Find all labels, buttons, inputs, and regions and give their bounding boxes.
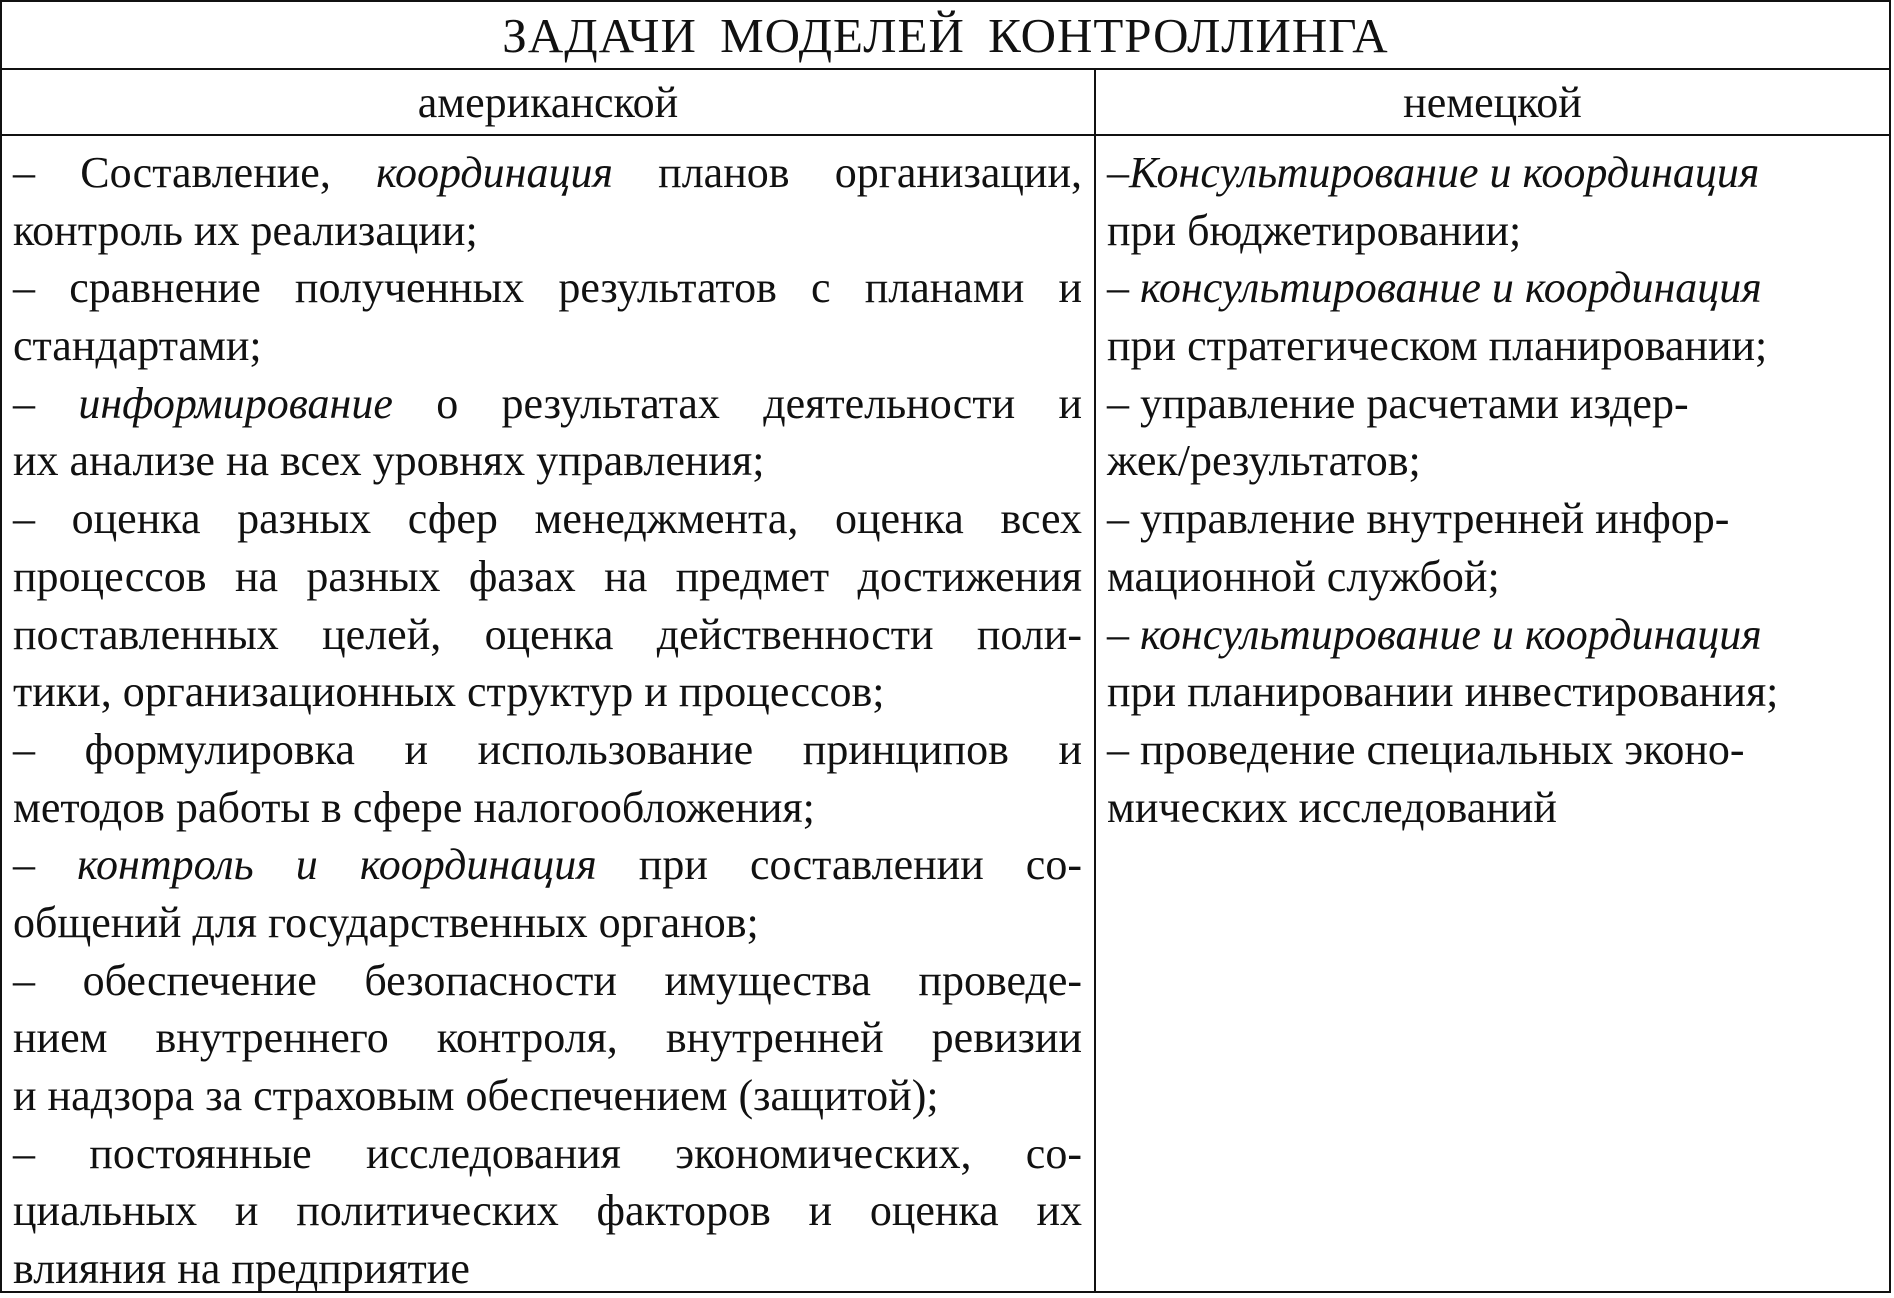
text-fragment: процессов на разных фазах на предмет достижения	[13, 551, 1082, 601]
italic-text-fragment: координация	[376, 148, 613, 197]
italic-text-fragment: консультирование и координация	[1140, 609, 1762, 659]
american-task-line	[13, 1182, 1082, 1240]
text-fragment: при бюджетировании;	[1107, 205, 1522, 255]
italic-text-fragment: контроль и координация	[77, 840, 597, 890]
text-fragment: влияния на предприятие	[13, 1244, 470, 1294]
text-fragment: стандартами;	[13, 321, 262, 371]
column-header-german: немецкой	[1403, 77, 1582, 127]
text-fragment: – обеспечение безопасности имущества проведе-	[13, 955, 1082, 1005]
german-task-line	[1107, 144, 1877, 202]
german-task-line	[1107, 721, 1877, 779]
text-fragment: мационной службой;	[1107, 551, 1500, 601]
text-fragment: –	[1107, 148, 1129, 197]
american-task-line	[13, 490, 1082, 548]
text-fragment: – оценка разных сфер менеджмента, оценка всех	[13, 494, 1082, 544]
american-task-line	[13, 202, 1082, 260]
american-task-line	[13, 779, 1082, 837]
text-fragment: о результатах деятельности и	[392, 378, 1082, 428]
text-fragment: общений для государственных органов;	[13, 897, 759, 947]
text-fragment: мических исследований	[1107, 782, 1557, 832]
german-task-line	[1107, 548, 1877, 606]
text-fragment: –	[1107, 263, 1140, 313]
italic-text-fragment: Консультирование и координация	[1129, 148, 1760, 197]
text-fragment: – постоянные исследования экономических, со-	[13, 1128, 1082, 1178]
text-fragment: при планировании инвестирования;	[1107, 667, 1779, 717]
text-fragment: – управление внутренней инфор-	[1107, 494, 1730, 544]
text-fragment: – сравнение полученных результатов с планами и	[13, 263, 1082, 313]
text-fragment: их анализе на всех уровнях управления;	[13, 436, 765, 486]
american-task-line	[13, 548, 1082, 606]
german-task-line	[1107, 490, 1877, 548]
german-task-line	[1107, 663, 1877, 721]
american-task-line	[13, 952, 1082, 1010]
table-body-row	[2, 136, 1889, 1294]
german-task-line	[1107, 202, 1877, 260]
text-fragment: контроль их реализации;	[13, 205, 478, 255]
text-fragment: жек/результатов;	[1107, 436, 1421, 486]
text-fragment: тики, организационных структур и процессов;	[13, 667, 885, 717]
german-task-line	[1107, 779, 1877, 837]
german-tasks-cell	[1096, 136, 1889, 1291]
text-fragment: при стратегическом планировании;	[1107, 321, 1768, 371]
american-task-line	[13, 144, 1082, 202]
american-tasks-cell	[2, 136, 1096, 1294]
american-task-line	[13, 1009, 1082, 1067]
american-task-line	[13, 259, 1082, 317]
text-fragment: – управление расчетами издер-	[1107, 378, 1689, 428]
text-fragment: нием внутреннего контроля, внутренней ревизии	[13, 1013, 1082, 1063]
text-fragment: –	[13, 378, 79, 428]
text-fragment: –	[13, 840, 78, 890]
german-task-line	[1107, 317, 1877, 375]
text-fragment: –	[1107, 609, 1140, 659]
american-task-line	[13, 606, 1082, 664]
text-fragment: – проведение специальных эконо-	[1107, 724, 1745, 774]
italic-text-fragment: консультирование и координация	[1140, 263, 1762, 313]
american-task-line	[13, 663, 1082, 721]
italic-text-fragment: информирование	[78, 378, 393, 428]
text-fragment: планов организации,	[612, 148, 1082, 197]
american-task-line	[13, 317, 1082, 375]
column-header-row	[2, 70, 1889, 136]
text-fragment: – Составление,	[13, 148, 377, 197]
german-task-line	[1107, 606, 1877, 664]
text-fragment: при составлении со-	[596, 840, 1082, 890]
text-fragment: методов работы в сфере налогообложения;	[13, 782, 815, 832]
american-task-line	[13, 432, 1082, 490]
german-task-line	[1107, 375, 1877, 433]
table-title: ЗАДАЧИ МОДЕЛЕЙ КОНТРОЛЛИНГА	[2, 2, 1889, 70]
american-task-line	[13, 1125, 1082, 1183]
text-fragment: – формулировка и использование принципов и	[13, 724, 1082, 774]
american-task-line	[13, 375, 1082, 433]
american-task-line	[13, 721, 1082, 779]
american-task-line	[13, 1067, 1082, 1125]
german-task-line	[1107, 432, 1877, 490]
german-task-line	[1107, 259, 1877, 317]
text-fragment: циальных и политических факторов и оценка их	[13, 1186, 1082, 1236]
american-task-line	[13, 836, 1082, 894]
column-header-american: американской	[2, 70, 1096, 134]
text-fragment: и надзора за страховым обеспечением (защитой);	[13, 1071, 939, 1120]
american-task-line	[13, 894, 1082, 952]
text-fragment: поставленных целей, оценка действенности поли-	[13, 609, 1082, 659]
american-task-line	[13, 1240, 1082, 1298]
